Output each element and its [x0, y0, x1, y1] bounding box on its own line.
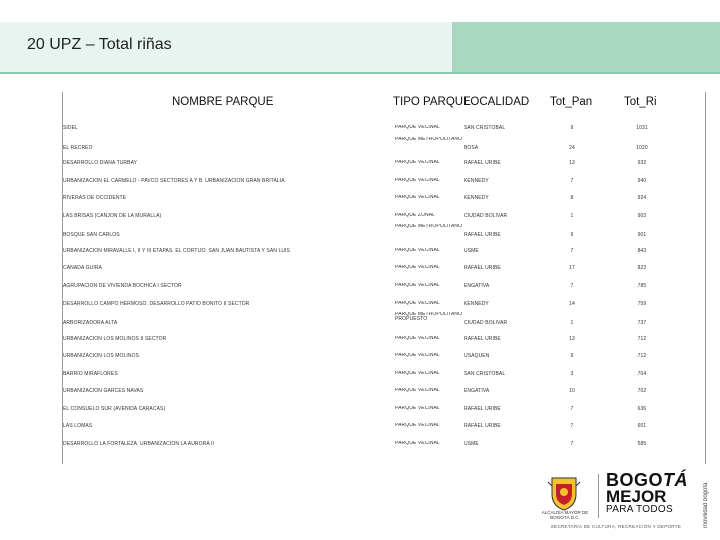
cell-tipo: PARQUE ZONAL [395, 212, 436, 218]
cell-tot-pan: 3 [570, 370, 574, 377]
table-row [62, 279, 706, 297]
cell-tot-pan: 9 [570, 353, 574, 360]
cell-nombre: LAS LOMAS [63, 423, 93, 430]
cell-tipo: PARQUE VECINAL [395, 177, 440, 183]
cell-nombre: BOSQUE SAN CARLOS [63, 232, 120, 239]
cell-tot-pan: 8 [570, 195, 574, 202]
table-row [62, 226, 706, 244]
title-bar-accent [452, 22, 720, 72]
cell-tot-pan: 17 [569, 265, 575, 272]
cell-tot-ri: 702 [637, 388, 647, 395]
cell-nombre: URBANIZACIÓN EL CARMELO - PAVCO SECTORES A Y B. URBANIZACIÓN GRAN BRITALIA [63, 177, 285, 184]
slide-title: 20 UPZ – Total riñas [27, 36, 172, 53]
cell-tot-ri: 924 [637, 195, 647, 202]
table-row [62, 314, 706, 332]
cell-localidad: CIUDAD BOLIVAR [464, 320, 508, 327]
cell-localidad: SAN CRISTOBAL [464, 125, 506, 131]
cell-tot-pan: 7 [570, 282, 574, 289]
cell-tot-pan: 24 [569, 144, 575, 151]
cell-nombre: BARRIO MIRAFLORES [63, 370, 118, 377]
table-row [62, 437, 706, 455]
header-tot-pan: Tot_Pan [550, 96, 593, 108]
header-tot-ri: Tot_Ri [624, 96, 657, 108]
cell-nombre: CANADA GUIRA [63, 265, 102, 272]
cell-nombre: SIDEL [63, 125, 78, 131]
cell-tot-ri: 932 [637, 160, 647, 167]
cell-tipo: PARQUE VECINAL [395, 247, 440, 253]
table-row [62, 136, 706, 157]
table-row [62, 332, 706, 350]
cell-localidad: KENNEDY [464, 177, 489, 184]
cell-tot-ri: 903 [637, 212, 647, 219]
cell-tipo: PARQUE METROPOLITANO [395, 136, 463, 142]
cell-tipo: PARQUE VECINAL [395, 370, 440, 376]
cell-tot-ri: 585 [637, 440, 647, 447]
cell-tot-pan: 14 [569, 300, 575, 307]
cell-tot-ri: 601 [637, 423, 647, 430]
title-divider [0, 72, 720, 74]
cell-tot-ri: 636 [637, 405, 647, 412]
cell-nombre: URBANIZACIÓN LOS MOLINOS [63, 353, 140, 360]
cell-tot-ri: 712 [637, 353, 647, 360]
table-row [62, 297, 706, 315]
brand-wordmark [606, 472, 694, 515]
cell-localidad: KENNEDY [464, 195, 489, 202]
cell-nombre: EL CONSUELO SUR (AVENIDA CARACAS) [63, 405, 166, 412]
cell-tot-pan: 7 [570, 405, 574, 412]
header-nombre: NOMBRE PARQUE [172, 96, 274, 108]
table-row [62, 121, 706, 139]
cell-tipo: PARQUE METROPOLITANO [395, 224, 463, 230]
cell-nombre: LAS BRISAS (CANJON DE LA MURALLA) [63, 212, 162, 219]
cell-tipo: PARQUE VECINAL [395, 300, 440, 306]
cell-tot-ri: 901 [637, 232, 647, 239]
cell-tot-pan: 10 [569, 388, 575, 395]
cell-tot-ri: 1031 [636, 125, 648, 131]
cell-tipo: PARQUE VECINAL [395, 195, 440, 201]
cell-tot-pan: 13 [569, 335, 575, 342]
cell-tipo: PARQUE VECINAL [395, 440, 440, 446]
cell-localidad: SAN CRISTOBAL [464, 370, 506, 377]
table-row [62, 261, 706, 279]
cell-localidad: ENGATIVA [464, 282, 490, 289]
table-row [62, 174, 706, 192]
cell-tot-pan: 7 [570, 440, 574, 447]
cell-tipo: PARQUE VECINAL [395, 265, 440, 271]
cell-tipo: PARQUE VECINAL [395, 423, 440, 429]
cell-tot-ri: 759 [637, 300, 647, 307]
cell-localidad: USME [464, 440, 479, 447]
header-tipo: TIPO PARQUE [393, 96, 471, 108]
cell-tipo: PARQUE VECINAL [395, 125, 440, 130]
cell-tot-ri: 940 [637, 177, 647, 184]
cell-localidad: RAFAEL URIBE [464, 335, 501, 342]
cell-localidad: USME [464, 247, 479, 254]
crest-icon [542, 474, 586, 512]
cell-tipo: PARQUE VECINAL [395, 160, 440, 166]
brand-line1a: BOGO [606, 470, 664, 490]
table-row [62, 367, 706, 385]
table-row [62, 419, 706, 437]
cell-localidad: RAFAEL URIBE [464, 405, 501, 412]
cell-tipo: PARQUE VECINAL [395, 282, 440, 288]
cell-localidad: RAFAEL URIBE [464, 265, 501, 272]
table-row [62, 156, 706, 174]
cell-localidad: BOSA [464, 144, 479, 151]
cell-localidad: RAFAEL URIBE [464, 160, 501, 167]
cell-tot-pan: 7 [570, 423, 574, 430]
cell-tipo: PARQUE VECINAL [395, 335, 440, 341]
cell-nombre: URBANIZACIÓN GARCES NAVAS [63, 388, 144, 395]
logo-divider [598, 474, 599, 518]
cell-tipo: PARQUE METROPOLITANO PROPUESTO [395, 312, 463, 323]
cell-tot-ri: 823 [637, 265, 647, 272]
table-row [62, 349, 706, 367]
brand-line3: PARA TODOS [606, 504, 673, 515]
cell-nombre: DESARROLLO LA FORTALEZA. URBANIZACIÓN LA AURORA II [63, 440, 214, 447]
cell-tipo: PARQUE VECINAL [395, 353, 440, 359]
cell-nombre: DESARROLLO DIANA TURBAY [63, 160, 138, 167]
header-localidad: LOCALIDAD [464, 96, 530, 108]
crest-caption: ALCALDÍA MAYOR DE BOGOTÁ D.C. [541, 510, 589, 520]
cell-nombre: ARBORIZADORA ALTA [63, 320, 118, 327]
cell-nombre: EL RECREO [63, 144, 93, 151]
cell-tipo: PARQUE VECINAL [395, 388, 440, 394]
cell-tot-ri: 712 [637, 335, 647, 342]
cell-localidad: ENGATIVA [464, 388, 490, 395]
brand-line1b: TÁ [663, 470, 689, 490]
cell-nombre: URBANIZACIÓN LOS MOLINOS II SECTOR [63, 335, 167, 342]
secretaria-caption: SECRETARÍA DE CULTURA, RECREACIÓN Y DEPORTE [550, 524, 682, 529]
bogota-logo [536, 470, 696, 536]
table-row [62, 384, 706, 402]
cell-localidad: RAFAEL URIBE [464, 423, 501, 430]
cell-tot-ri: 785 [637, 282, 647, 289]
cell-tot-pan: 7 [570, 177, 574, 184]
cell-tot-pan: 7 [570, 247, 574, 254]
table-row [62, 191, 706, 209]
cell-nombre: AGRUPACIÓN DE VIVIENDA BOCHICA I SECTOR [63, 282, 182, 289]
cell-tot-ri: 1020 [636, 144, 648, 151]
cell-tot-ri: 737 [637, 320, 647, 327]
cell-tipo: PARQUE VECINAL [395, 405, 440, 411]
cell-localidad: USAQUEN [464, 353, 490, 360]
cell-tot-ri: 843 [637, 247, 647, 254]
table-row [62, 209, 706, 230]
cell-nombre: RIVERAS DE OCCIDENTE [63, 195, 127, 202]
brand-line2: MEJOR [606, 487, 667, 506]
cell-tot-pan: 1 [570, 212, 574, 219]
cell-tot-pan: 1 [570, 320, 574, 327]
cell-localidad: KENNEDY [464, 300, 489, 307]
vertical-caption: movilidad bogotá [703, 482, 709, 528]
cell-nombre: DESARROLLO CAMPO HERMOSO. DESARROLLO PATIO BONITO II SECTOR [63, 300, 250, 307]
cell-localidad: CIUDAD BOLIVAR [464, 212, 508, 219]
cell-nombre: URBANIZACIÓN MIRAVALLE I, II Y III ETAPAS. EL CORTIJO. SAN JUAN BAUTISTA Y SAN LUIS [63, 247, 290, 254]
parks-table [62, 92, 706, 464]
cell-tot-pan: 13 [569, 160, 575, 167]
cell-tot-pan: 9 [570, 125, 574, 131]
cell-tot-ri: 704 [637, 370, 647, 377]
cell-tot-pan: 9 [570, 232, 574, 239]
table-row [62, 402, 706, 420]
table-row [62, 244, 706, 262]
cell-localidad: RAFAEL URIBE [464, 232, 501, 239]
